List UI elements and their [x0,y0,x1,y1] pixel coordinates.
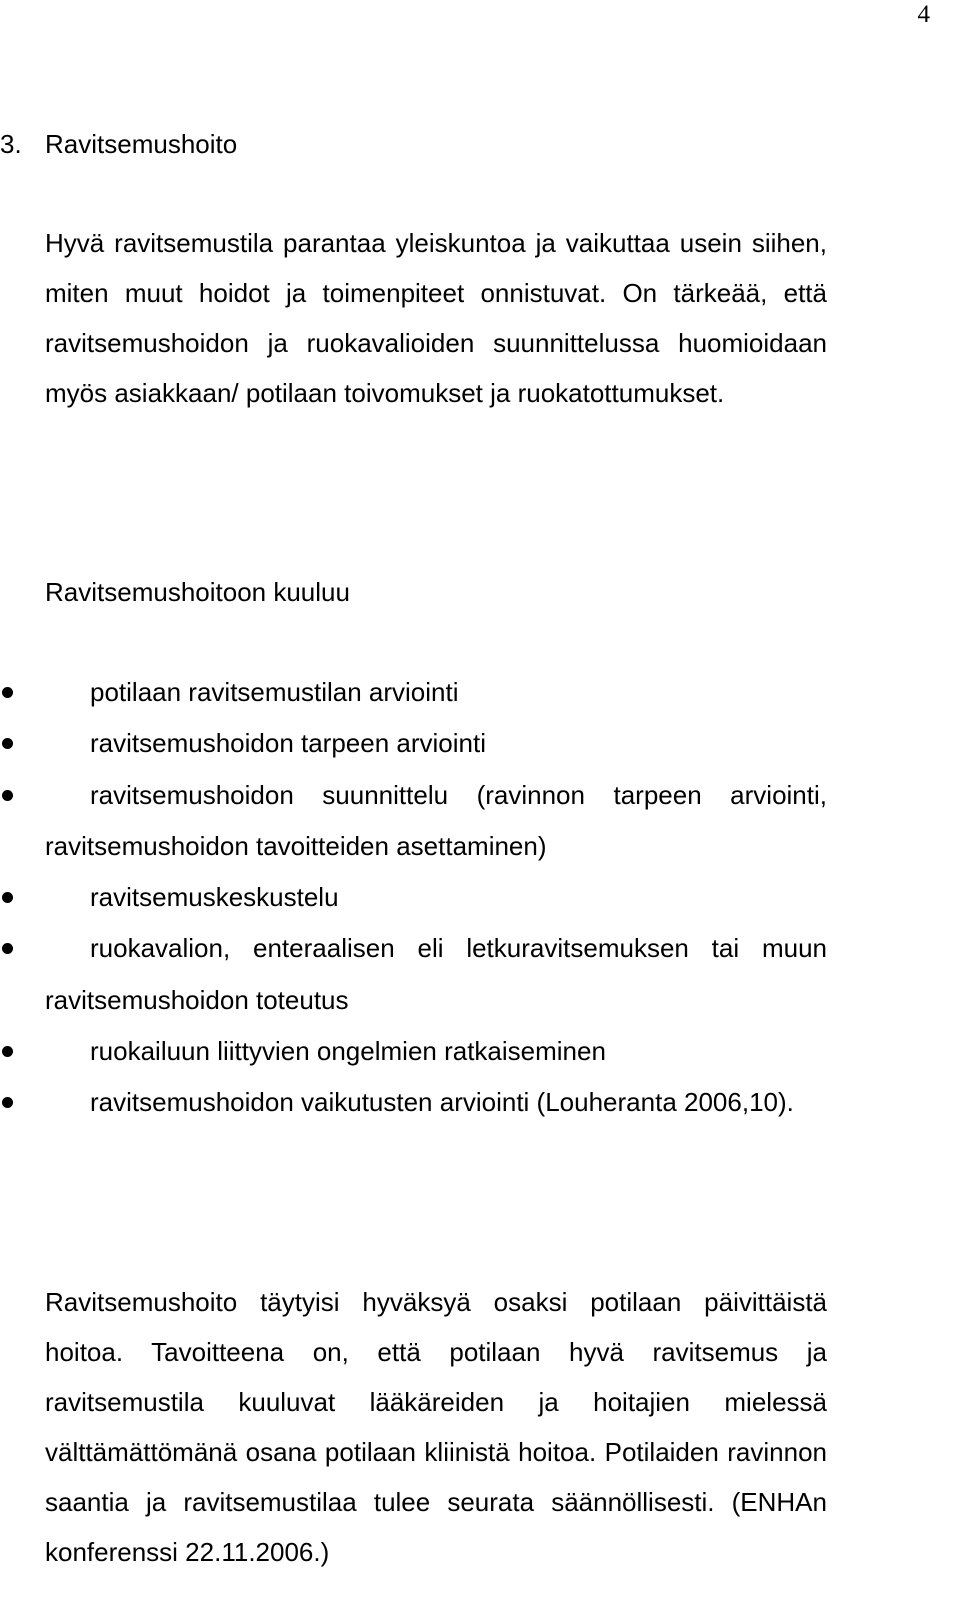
bullet-icon [2,1046,13,1057]
bullet-list [0,667,827,1129]
list-item [0,1077,827,1128]
list-item-text: ravitsemushoidon tarpeen arviointi [90,728,486,759]
list-item [0,718,827,769]
list-item-text: ruokailuun liittyvien ongelmien ratkaiseminen [90,1036,606,1067]
bullet-icon [2,738,13,749]
list-item-text: ruokavalion, enteraalisen eli letkuravitsemuksen tai muun ravitsemushoidon toteutus [45,933,827,1015]
bullet-icon [2,790,13,801]
bullet-icon [2,892,13,903]
page-number: 4 [917,1,930,28]
list-item-text: potilaan ravitsemustilan arviointi [90,677,459,707]
list-item-text: ravitsemushoidon vaikutusten arviointi (Louheranta 2006,10). [90,1087,794,1118]
bullet-icon [2,943,13,954]
bullet-icon [2,687,13,698]
closing-paragraph: Ravitsemushoito täytyisi hyväksyä osaksi potilaan päivittäistä hoitoa. Tavoitteena on, että potilaan hyvä ravitsemus ja ravitsemustila kuuluvat lääkäreiden ja hoitajien mielessä välttämättömänä osana potilaan kliinistä hoitoa. Potilaiden ravinnon saantia ja ravitsemustilaa tulee seurata säännöllisesti. (ENHAn konferenssi 22.11.2006.) [45,1287,827,1567]
list-item [0,770,827,873]
section-number: 3. [0,129,22,159]
list-intro: Ravitsemushoitoon kuuluu [45,577,350,607]
list-item [0,667,827,718]
list-item [0,923,827,1026]
list-item-text: ravitsemuskeskustelu [90,882,339,913]
list-item-text: ravitsemushoidon suunnittelu (ravinnon tarpeen arviointi, ravitsemushoidon tavoitteiden asettaminen) [45,779,827,861]
intro-paragraph: Hyvä ravitsemustila parantaa yleiskuntoa ja vaikuttaa usein siihen, miten muut hoidot ja toimenpiteet onnistuvat. On tärkeää, että ravitsemushoidon ja ruokavalioiden suunnittelussa huomioidaan myös asiakkaan/ potilaan toivomukset ja ruokatottumukset. [45,228,827,408]
list-item [0,872,827,923]
list-item [0,1026,827,1077]
bullet-icon [2,1097,13,1108]
section-title: Ravitsemushoito [45,129,238,159]
